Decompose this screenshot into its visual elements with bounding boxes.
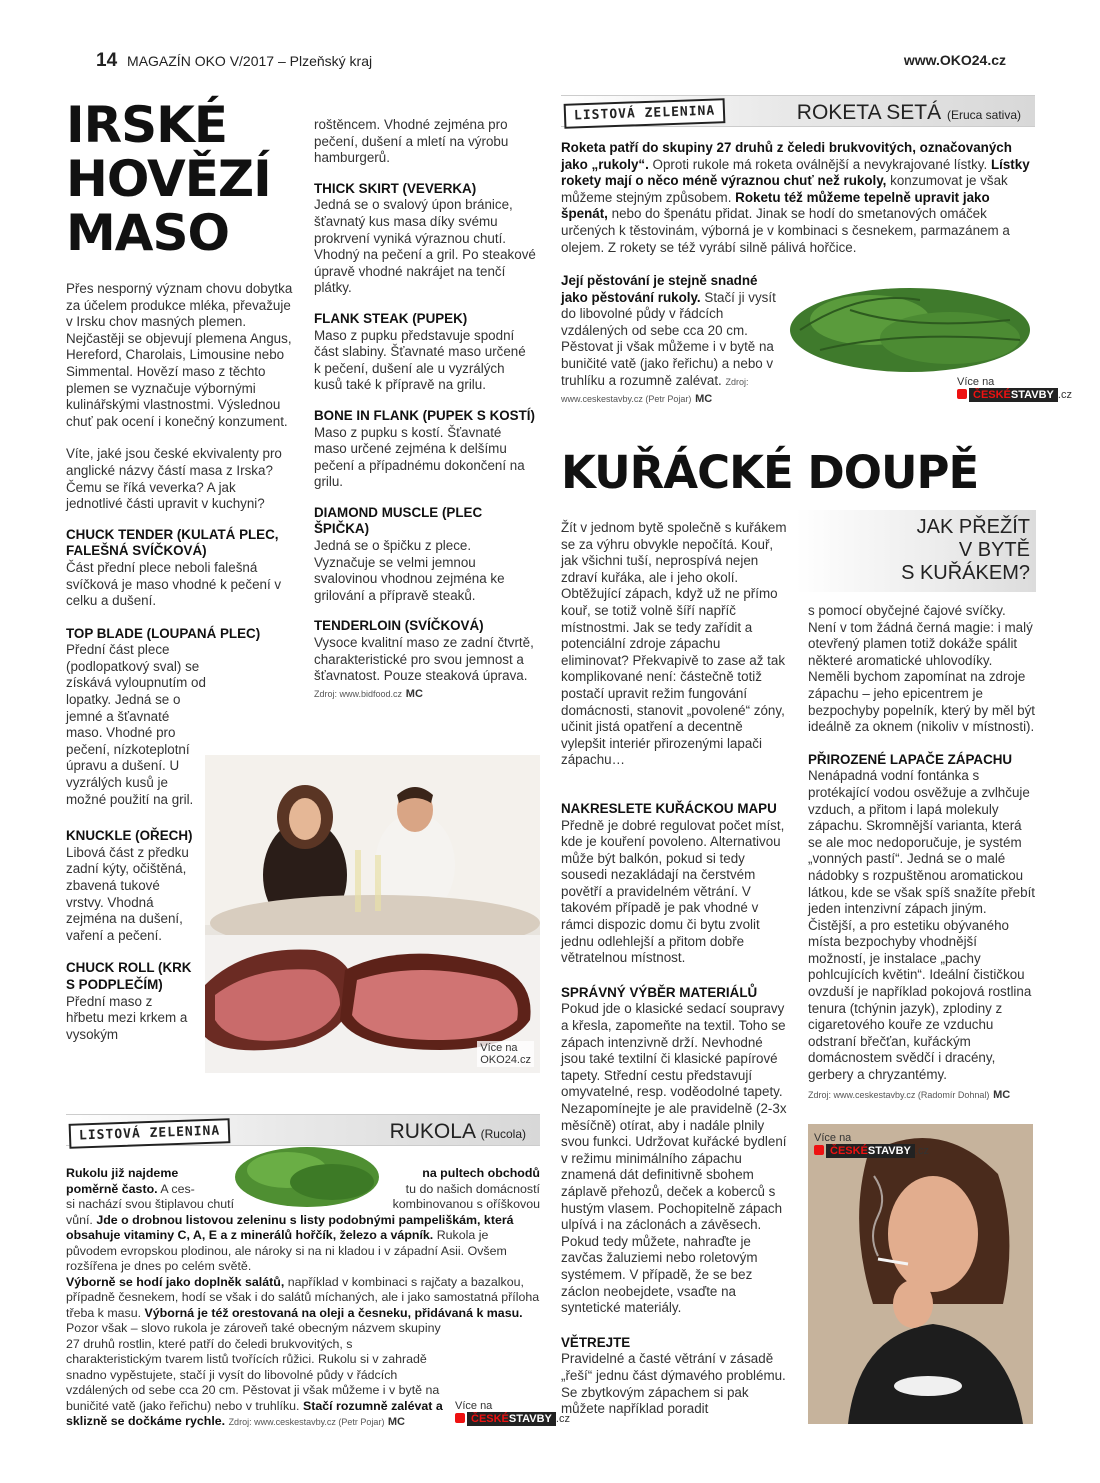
- more-label: Více na: [957, 376, 995, 388]
- source-credit: Zdroj: www.ceskestavby.cz (Radomír Dohnal): [808, 1089, 990, 1100]
- rukola-line: [66, 1197, 540, 1213]
- rukola-paragraph: [66, 1321, 446, 1431]
- author-initials: MC: [405, 687, 423, 700]
- smoke-title: KUŘÁCKÉ DOUPĚ: [561, 446, 979, 499]
- cut-text: Vysoce kvalitní maso ze zadní čtvrtě, charakteristické pro svou jemnost a šťavnatost. Pouze steaková úprava.: [314, 635, 534, 684]
- rukola-text-part: Rukola je původem evropskou plodinou, ale nároky si na ni kladou i v západní Asii. Ovšem rozšířena je dnes po celém světě.: [66, 1228, 507, 1273]
- listova-zelenina-stamp: LISTOVÁ ZELENINA: [564, 98, 726, 129]
- smoking-woman-photo: [808, 1124, 1033, 1424]
- brand-tld: .cz: [555, 1413, 570, 1425]
- section-text: s pomocí obyčejné čajové svíčky. Není v tom žádná černá magie: i malý otevřený plamen totiž dokáže spálit některé aromatické uhlovodíky. Neměli bychom zapomínat na zdroje zápachu – jeho epicentrem je bezpochyby popelník, který by měl být ideálně za oknem (nikoliv v místnosti).: [808, 603, 1036, 735]
- page-number: 14: [96, 50, 118, 71]
- rukola-text-part: tu do našich domácností: [405, 1181, 540, 1196]
- beef-title-line: MASO: [66, 204, 229, 262]
- rukola-text-part: Pozor však – slovo rukola je zároveň také obecným názvem skupiny 27 druhů rostlin, které patří do čeledi brukvovitých, s charakteristickým tvarem listů tvořících růžici. Rukolu si v zahradě snadno vypěstujete, stačí ji vysít do libovolné půdy v řádcích vzdálených od sebe cca 20 cm. Pěstovat ji však můžeme i v bytě na buničité vatě (jako řeřichu) nebo v truhlíku.: [66, 1321, 441, 1413]
- roketa-text-part: Oproti rukole má roketa oválnější a nevykrajované lístky.: [652, 156, 988, 172]
- smoke-subtitle: [901, 516, 1030, 585]
- section-text: Pokud jde o klasické sedací soupravy a křesla, zapomeňte na textil. Toho se zápach intenzivně drží. Nevhodné jsou také textilní či klasické papírové tapety. Střední cestu představují omyvatelné, resp. voděodolné tapety. Nezapomínejte je ale pravidelně (2-3x měsíčně) otírat, aby i nadále plnily svou funkci. Udržovat kuřácké bydlení v režimu minimálního zápachu znamená dát definitivně sbohem záplavě přehozů, deček a koberců s hustým vlasem. Pochopitelně zápach ulpívá i na záclonách a závěsech. Pokud tedy můžete, nahraďte je zavčas žaluziemi nebo roletovým systémem. V případě, že se bez záclon neobejdete, vsaďte na syntetické materiály.: [561, 1001, 787, 1316]
- beef-intro: Přes nesporný význam chovu dobytka za účelem produkce mléka, převažuje v Irsku chov masných plemen. Nejčastěji se objevují plemena Angus, Hereford, Charolais, Limousine nebo Simmental. Hovězí maso z těchto plemen se vyznačuje výbornými kulinářskými vlastnostmi. Výslednou chuť pak ocení i konečný konzument.: [66, 281, 293, 429]
- smoke-subtitle-bar: [796, 510, 1036, 592]
- source-credit: Zdroj: www.bidfood.cz: [314, 688, 403, 699]
- roketa-text-2: [561, 273, 787, 408]
- brand-tld: .cz: [1057, 389, 1072, 401]
- author-initials: MC: [387, 1416, 405, 1428]
- brand-part: STAVBY: [867, 1145, 911, 1157]
- rukola-paragraph: [66, 1275, 540, 1322]
- rukola-bold: Stačí rozumně zalévat a sklizně se dočkáme rychle.: [66, 1398, 443, 1428]
- photo-more-link[interactable]: [477, 1041, 534, 1067]
- cut-heading: BONE IN FLANK (PUPEK S KOSTÍ): [314, 407, 535, 423]
- house-icon: [455, 1413, 465, 1423]
- cut-heading: DIAMOND MUSCLE (PLEC ŠPIČKA): [314, 504, 483, 537]
- rukola-text-part: A ces-: [160, 1181, 195, 1196]
- brand-tld: .cz: [914, 1145, 929, 1157]
- rukola-bold: poměrně často.: [66, 1181, 158, 1196]
- more-site: OKO24.cz: [480, 1054, 531, 1066]
- source-credit: Zdroj: www.ceskestavby.cz (Petr Pojar): [561, 376, 749, 405]
- rukola-bold: na pultech obchodů: [422, 1166, 540, 1180]
- rukola-bold: Rukolu již najdeme: [66, 1166, 179, 1180]
- smoke-intro: Žít v jednom bytě společně s kuřákem se za výhru obvykle nepočítá. Kouř, jak všichni tuší, neprospívá nejen zdraví kuřáka, ale i jeho okolí. Obtěžující zápach, když už ne přímo kouř, se totiž volně šíří napříč místnostmi. Jak se tedy zařídit a potenciální zdroje zápachu eliminovat? Překvapivě to zase až tak komplikované není: částečně totiž postačí upravit režim fungování domácnosti, stanovit „povolené“ zóny, učinit jistá opatření a decentně vylepšit interiér přirozenými lapači zápachu…: [561, 520, 787, 768]
- section-heading: NAKRESLETE KUŘÁCKOU MAPU: [561, 800, 777, 816]
- steak-dinner-photo: [205, 755, 540, 1073]
- section-heading: PŘIROZENÉ LAPAČE ZÁPACHU: [808, 751, 1013, 767]
- brand-part: ČESKÉ: [830, 1145, 868, 1157]
- rukola-latin: (Rucola): [480, 1127, 526, 1141]
- section-text: Nenápadná vodní fontánka s protékající vodou osvěžuje a zvlhčuje vzduch, a přitom i lapá molekuly zápachu. Skromnější varianta, která se ale moc nedoporučuje, je systém „vonných pastí“. Jedná se o malé nádobky s rozpuštěnou aromatickou látkou, kde se však spíš snažíte přebít jeden intenzivní zápach jiným. Čistější, a pro estetiku obývaného místa bezpochyby vhodnější možností, je instalace „pachy pohlcujících květin“. Ideální čističkou ovzduší je například pokojová rostlina tenura (tchýnin jazyk), zplodiny z cigaretového kouře ze vzduchu odstraní břečťan, kuřáckým domácnostem svědčí i dracény, gerbery a chryzantémy.: [808, 768, 1036, 1083]
- arugula-illustration: [780, 270, 1035, 385]
- website-link[interactable]: www.OKO24.cz: [903, 52, 1006, 68]
- beef-question: Víte, jaké jsou české ekvivalenty pro anglické názvy částí masa z Irska? Čemu se říká veverka? A jak jednotlivé části upravit v kuchyni?: [66, 446, 282, 512]
- more-label: Více na: [455, 1400, 493, 1412]
- cut-text: Přední část plece (podlopatkový sval) se získává vyloupnutím od lopatky. Jedná se o jemné a šťavnaté maso. Vhodné pro pečení, nízkoteplotní úpravu a dušení. U vyzrálých kusů je možné použití na gril.: [66, 642, 206, 807]
- rukola-text-part: například v kombinaci s rajčaty a bazalkou, případně česnekem, hodí se však i do salátů míchaných, ale i jako samostatná příloha třeba k masu.: [66, 1274, 540, 1320]
- beef-title-line: HOVĚZÍ: [66, 150, 271, 208]
- cut-heading: THICK SKIRT (VEVERKA): [314, 180, 477, 196]
- roketa-latin: (Eruca sativa): [946, 108, 1021, 122]
- rukola-bold: Výborná je též orestovaná na oleji a česneku, přidávaná k masu.: [144, 1305, 523, 1320]
- arugula-photo: [780, 270, 1035, 385]
- cut-heading: CHUCK TENDER (KULATÁ PLEC, FALEŠNÁ SVÍČKOVÁ): [66, 526, 279, 559]
- roketa-text-part: nebo do špenátu přidat. Jinak se hodí do smetanových omáček určených k těstovinám, výborná je v kombinaci s česnekem, parmazánem a olejem. Z rokety se též vyrábí silně pálivá hořčice.: [561, 206, 1010, 255]
- roketa-text: [561, 140, 1031, 256]
- rukola-text: [66, 1166, 540, 1431]
- roketa-title: ROKETA SETÁ: [796, 101, 942, 124]
- brand-part: STAVBY: [508, 1413, 552, 1425]
- house-icon: [957, 389, 967, 399]
- cut-heading: FLANK STEAK (PUPEK): [314, 310, 468, 326]
- more-label: Více na: [814, 1132, 852, 1144]
- roketa-text-part: konzumovat je však můžeme stejným způsobem.: [561, 173, 1008, 205]
- rukola-text-part: vůní.: [66, 1212, 93, 1227]
- cut-heading: TENDERLOIN (SVÍČKOVÁ): [314, 618, 484, 634]
- roketa-text-part: Stačí ji vysít do libovolné půdy v řádcích vzdálených od sebe cca 20 cm. Pěstovat ji však můžeme i v bytě na buničité vatě (jako řeřichu) a nebo v truhlíku a rozumně zalévat.: [561, 289, 776, 388]
- rukola-title-block: [390, 1120, 526, 1144]
- roketa-bold: Roketu též můžeme tepelně upravit jako špenát,: [561, 189, 990, 222]
- cut-text: Maso z pupku představuje spodní část slabiny. Šťavnaté maso určené k pečení, dušení ale u vyzrálých kusů také k přípravě na grilu.: [314, 327, 526, 393]
- smoking-woman-illustration: [808, 1124, 1033, 1424]
- rukola-title: RUKOLA: [389, 1120, 475, 1143]
- cut-heading: CHUCK ROLL (KRK S PODPLEČÍM): [66, 960, 192, 992]
- section-heading: SPRÁVNÝ VÝBĚR MATERIÁLŮ: [561, 984, 758, 1000]
- brand-part: ČESKÉ: [973, 389, 1011, 401]
- section-text: Pravidelné a časté větrání v zásadě „řeší“ jednu část dýmavého problému. Se zbytkovým zápachem si pak můžete například poradit: [561, 1351, 786, 1417]
- beef-column-2: [314, 117, 536, 702]
- cut-text: Jedná se o svalový úpon bránice, šťavnatý kus masa díky svému prokrvení vyniká výraznou chutí. Vhodný na pečení a gril. Po steakové úpravě vhodné nakrájet na tenčí plátky.: [314, 197, 536, 296]
- cut-heading: KNUCKLE (OŘECH): [66, 828, 193, 844]
- cut-heading: TOP BLADE (LOUPANÁ PLEC): [66, 625, 261, 641]
- smoke-more-link[interactable]: [814, 1132, 929, 1158]
- author-initials: MC: [993, 1088, 1011, 1101]
- roketa-more-link[interactable]: [957, 376, 1072, 402]
- beef-title-line: IRSKÉ: [66, 96, 228, 154]
- rukola-more-link[interactable]: [455, 1400, 570, 1426]
- subtitle-line: V BYTĚ: [958, 539, 1030, 561]
- cut-text: Část přední plece neboli falešná svíčková je maso vhodné k pečení v celku a dušení.: [66, 559, 282, 609]
- roketa-bold: Roketa patří do skupiny 27 druhů z čeledi brukvovitých, označovaných jako „rukoly“.: [561, 140, 1012, 172]
- page-header: [96, 50, 372, 72]
- house-icon: [814, 1145, 824, 1155]
- author-initials: MC: [695, 393, 713, 406]
- beef-title: [66, 98, 271, 260]
- brand-part: ČESKÉ: [471, 1413, 509, 1425]
- roketa-title-block: [797, 101, 1021, 125]
- rukola-paragraph: [66, 1213, 540, 1275]
- rukola-text-part: kombinovanou s oříškovou: [392, 1197, 540, 1211]
- rukola-text-part: si nachází svou štiplavou chutí: [66, 1197, 235, 1211]
- subtitle-line: S KUŘÁKEM?: [901, 562, 1030, 584]
- rukola-bold: Jde o drobnou listovou zeleninu s listy podobnými pampeliškám, která obsahuje vitaminy C, A, E a z minerálů hořčík, železo a vápník.: [66, 1212, 514, 1242]
- source-credit: Zdroj: www.ceskestavby.cz (Petr Pojar): [228, 1417, 385, 1427]
- rukola-line: [66, 1166, 540, 1182]
- rukola-bold: Výborně se hodí jako doplněk salátů,: [66, 1274, 285, 1289]
- cut-text: Přední maso z hřbetu mezi krkem a vysokým: [66, 993, 188, 1042]
- steak-dinner-illustration: [205, 755, 540, 1073]
- magazine-name: MAGAZÍN OKO V/2017 – Plzeňský kraj: [127, 53, 373, 69]
- cut-text: Jedná se o špičku z plece. Vyznačuje se velmi jemnou svalovinou vhodnou zejména ke grilování a přípravě steaků.: [314, 538, 505, 603]
- roketa-bold: Lístky rokety mají o něco méně výraznou chuť než rukoly,: [561, 156, 1030, 189]
- section-heading: VĚTREJTE: [561, 1334, 631, 1350]
- smoke-column-1: [561, 520, 787, 1434]
- section-text: Předně je dobré regulovat počet míst, kde je kouření povoleno. Alternativou může být balkón, pokud si tedy sousedi nezakládají na čerstvém povětří a pravidelném větrání. V takovém případě je pak vhodné v rámci dispozic domu či bytu zvolit jednu odlehlejší a přitom dobře větratelnou místnost.: [561, 817, 785, 966]
- listova-zelenina-stamp: LISTOVÁ ZELENINA: [69, 1118, 231, 1149]
- more-label: Více na: [480, 1042, 518, 1054]
- cut-text: Libová část z předku zadní kýty, očištěná, zbavená tukové vrstvy. Vhodná zejména na dušení, vaření a pečení.: [66, 844, 189, 943]
- cut-text: roštěncem. Vhodné zejména pro pečení, dušení a mletí na výrobu hamburgerů.: [314, 117, 509, 166]
- subtitle-line: JAK PŘEŽÍT: [916, 516, 1030, 538]
- cut-text: Maso z pupku s kostí. Šťavnaté maso určené zejména k delšímu pečení a případnému dokončení na grilu.: [314, 424, 525, 490]
- roketa-bold: Její pěstování je stejně snadné jako pěstování rukoly.: [561, 273, 758, 305]
- rukola-line: [66, 1182, 540, 1198]
- smoke-column-2: [808, 603, 1036, 1103]
- brand-part: STAVBY: [1010, 389, 1054, 401]
